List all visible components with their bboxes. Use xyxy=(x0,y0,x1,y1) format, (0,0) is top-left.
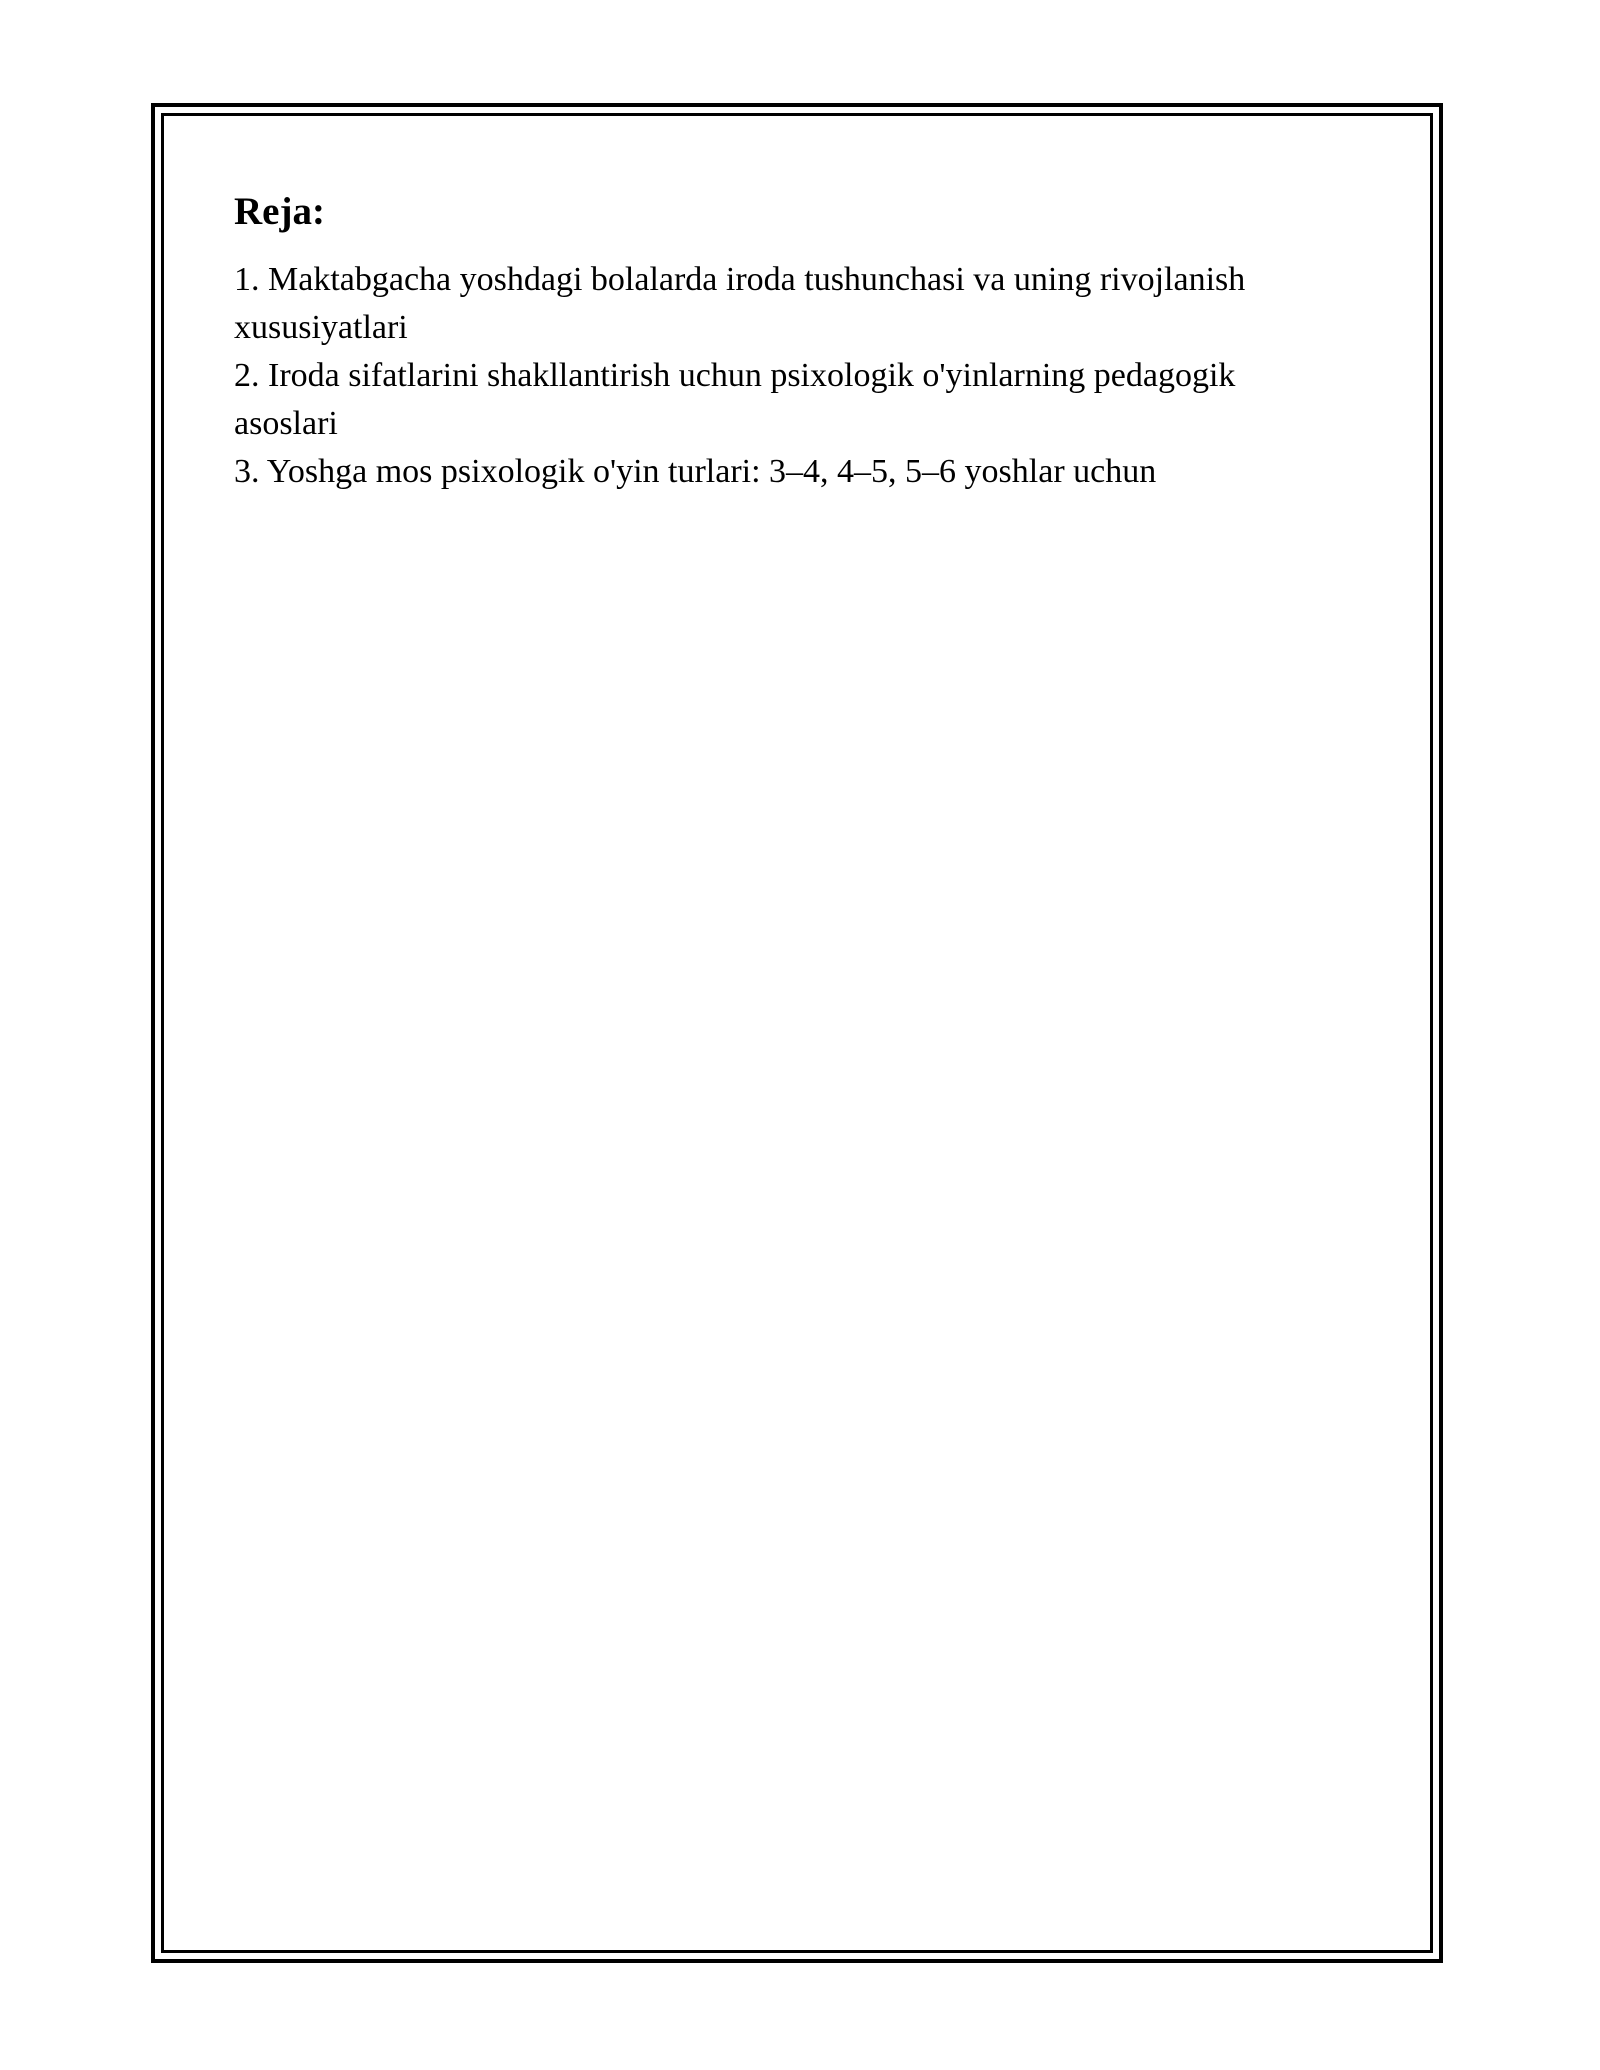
plan-item-2: 2. Iroda sifatlarini shakllantirish uchun psixologik o'yinlarning pedagogik asoslari xyxy=(234,357,1236,442)
plan-item-3: 3. Yoshga mos psixologik o'yin turlari: 3–4, 4–5, 5–6 yoshlar uchun xyxy=(234,453,1157,490)
plan-list xyxy=(234,256,1344,496)
page-content xyxy=(234,186,1344,496)
plan-item-1: 1. Maktabgacha yoshdagi bolalarda iroda tushunchasi va uning rivojlanish xususiyatlari xyxy=(234,261,1246,346)
plan-heading: Reja: xyxy=(234,190,325,233)
